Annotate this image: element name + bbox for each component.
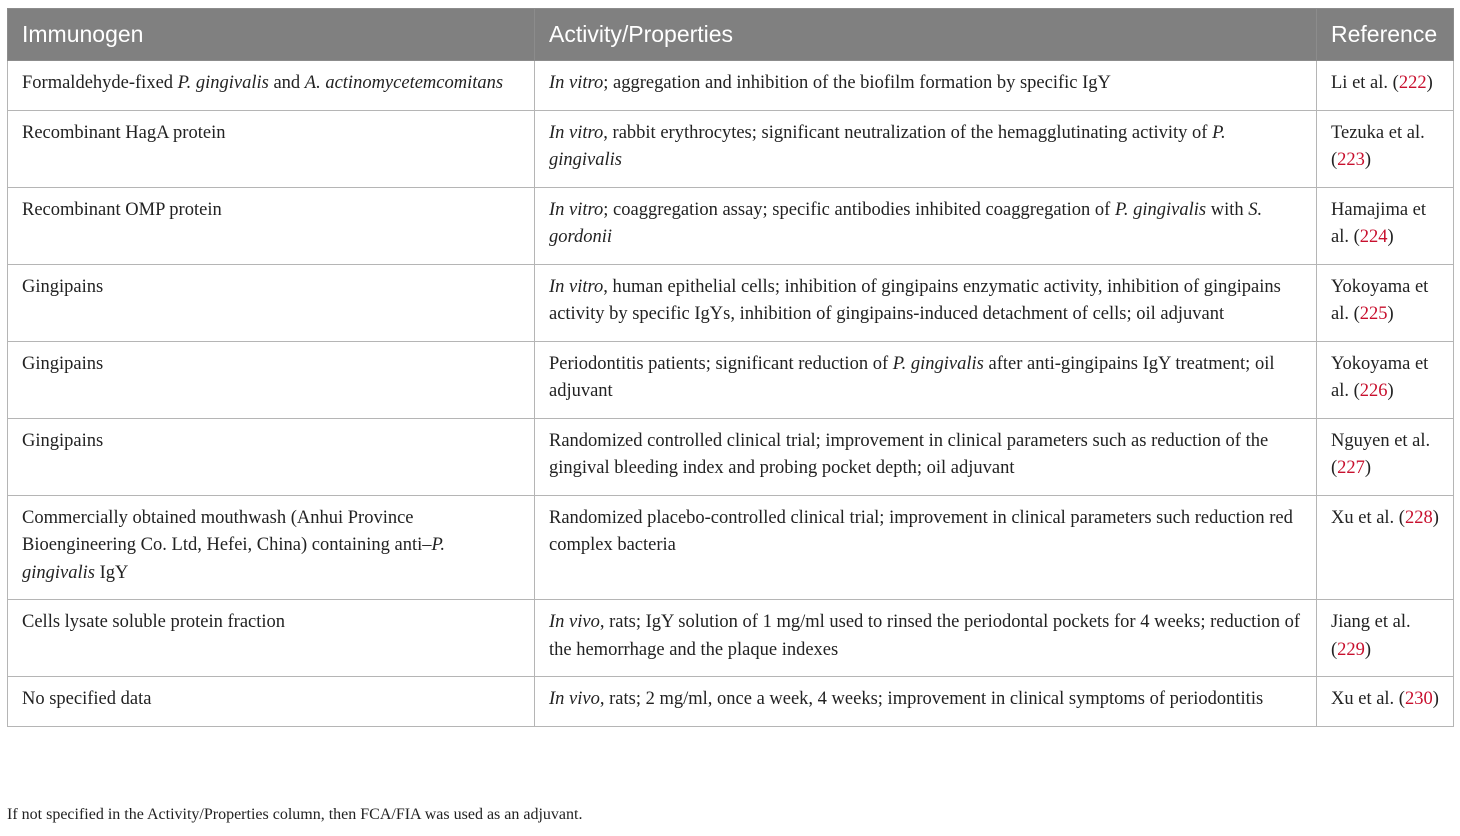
cell-immunogen: Gingipains [8,418,535,495]
cell-reference [1317,418,1454,495]
reference-close-paren: ) [1387,381,1394,401]
cell-activity [535,418,1317,495]
reference-link[interactable]: 226 [1359,381,1388,401]
activity-description: Periodontitis patients; significant reduction of P. gingivalis after anti-gingipains IgY treatment; oil adjuvant [549,353,1275,401]
cell-activity [535,264,1317,341]
reference-close-paren: ) [1426,73,1433,93]
reference-link[interactable]: 228 [1404,507,1433,528]
activity-description: Randomized controlled clinical trial; improvement in clinical parameters such as reduction of the gingival bleeding index and probing pocket depth; oil adjuvant [549,430,1269,478]
reference-author: Nguyen et al. ( [1331,430,1431,478]
cell-reference [1317,110,1454,187]
cell-activity [535,110,1317,187]
immunogen-table [7,8,1454,727]
cell-immunogen: Commercially obtained mouthwash (Anhui Province Bioengineering Co. Ltd, Hefei, China) containing anti–P. gingivalis IgY [8,495,535,600]
activity-description: , rabbit erythrocytes; significant neutralization of the hemagglutinating activity of P. gingivalis [549,122,1226,170]
reference-link[interactable]: 223 [1337,150,1365,170]
reference-link[interactable]: 224 [1359,227,1388,247]
reference-author: Yokoyama et al. ( [1331,353,1429,401]
reference-author: Hamajima et al. ( [1331,199,1427,247]
reference-close-paren: ) [1432,689,1439,709]
immunogen-table-container [7,8,1453,727]
cell-immunogen: Gingipains [8,264,535,341]
table-row [8,677,1454,727]
header-activity: Activity/Properties [535,9,1317,61]
cell-activity [535,600,1317,677]
header-reference: Reference [1317,9,1454,61]
table-row [8,110,1454,187]
activity-model-label: In vivo [549,612,600,632]
activity-description: ; aggregation and inhibition of the biofilm formation by specific IgY [603,73,1111,93]
table-header [8,9,1454,61]
cell-reference [1317,61,1454,111]
cell-immunogen: Recombinant HagA protein [8,110,535,187]
activity-description: , rats; 2 mg/ml, once a week, 4 weeks; improvement in clinical symptoms of periodontitis [599,689,1264,709]
cell-activity [535,187,1317,264]
cell-reference [1317,264,1454,341]
reference-close-paren: ) [1387,304,1394,324]
table-row [8,264,1454,341]
reference-close-paren: ) [1432,507,1439,528]
table-row [8,61,1454,111]
header-immunogen: Immunogen [8,9,535,61]
reference-author: Xu et al. ( [1331,689,1405,709]
reference-link[interactable]: 227 [1337,458,1365,478]
table-footnote: If not specified in the Activity/Properties column, then FCA/FIA was used as an adjuvant. [7,806,583,823]
reference-link[interactable]: 230 [1404,689,1433,709]
reference-author: Xu et al. ( [1331,507,1405,528]
table-row [8,187,1454,264]
reference-author: Tezuka et al. ( [1331,122,1425,170]
reference-author: Li et al. ( [1331,73,1399,93]
reference-close-paren: ) [1387,227,1394,247]
reference-author: Yokoyama et al. ( [1331,276,1429,324]
activity-description: ; coaggregation assay; specific antibodies inhibited coaggregation of P. gingivalis with S. gordonii [549,199,1263,247]
table-row [8,495,1454,600]
cell-immunogen: No specified data [8,677,535,727]
cell-reference [1317,341,1454,418]
reference-link[interactable]: 229 [1337,639,1365,660]
table-body [8,61,1454,727]
reference-close-paren: ) [1364,458,1372,478]
cell-immunogen: Cells lysate soluble protein fraction [8,600,535,677]
activity-model-label: In vitro [549,73,604,93]
cell-activity [535,341,1317,418]
activity-model-label: In vitro [549,199,604,220]
reference-close-paren: ) [1364,150,1372,170]
cell-activity [535,61,1317,111]
cell-immunogen: Gingipains [8,341,535,418]
activity-model-label: In vitro [549,122,604,143]
cell-reference [1317,677,1454,727]
reference-author: Jiang et al. ( [1331,612,1411,660]
cell-reference [1317,495,1454,600]
activity-description: , rats; IgY solution of 1 mg/ml used to rinsed the periodontal pockets for 4 weeks; reduction of the hemorrhage and the plaque indexes [549,612,1300,660]
cell-activity [535,495,1317,600]
cell-activity [535,677,1317,727]
reference-close-paren: ) [1364,639,1372,660]
reference-link[interactable]: 222 [1398,73,1427,93]
cell-reference [1317,187,1454,264]
cell-immunogen: Formaldehyde-fixed P. gingivalis and A. actinomycetemcomitans [8,61,535,111]
table-row [8,600,1454,677]
header-row [8,9,1454,61]
activity-description: , human epithelial cells; inhibition of gingipains enzymatic activity, inhibition of gingipains activity by specific IgYs, inhibition of gingipains-induced detachment of cells; oil adjuvant [549,276,1281,324]
activity-description: Randomized placebo-controlled clinical trial; improvement in clinical parameters such reduction red complex bacteria [549,507,1293,555]
cell-immunogen: Recombinant OMP protein [8,187,535,264]
cell-reference [1317,600,1454,677]
reference-link[interactable]: 225 [1359,304,1388,324]
activity-model-label: In vitro [549,276,604,297]
table-row [8,341,1454,418]
table-row [8,418,1454,495]
activity-model-label: In vivo [549,689,600,709]
